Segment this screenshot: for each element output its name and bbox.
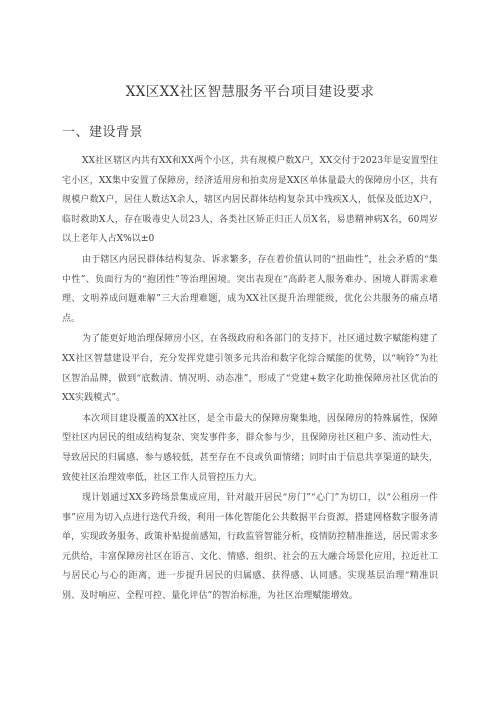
paragraph-1: XX社区辖区内共有XX和XX两个小区，共有规模户数X户，XX交付于2023年是安置型住宅小区，XX集中安置了保障房，经济适用房和拍卖房是XX区单体量最大的保障房小区，共有规模户数X户，居住人数达X余人，辖区内居民群体结构复杂其中残疾X人，低保及低边X户，临时救助X人，存在吸毒史人员23人，各类社区矫正归正人员X名，易患精神病X名，60周岁以上老年人占X%以±0 [62, 156, 438, 245]
document-body [62, 152, 438, 608]
paragraph-2: 由于辖区内居民群体结构复杂、诉求繁多，存在着价值认同的“扭曲性”，社会矛盾的“集中性”、负面行为的“抱团性”等治理困境。突出表现在“高龄老人服务难办、困境人群需求难理、文明养成问题难解”三大治理难题，成为XX社区提升治理能级，优化公共服务的痛点堵点。 [62, 254, 438, 324]
document-title: XX区XX社区智慧服务平台项目建设要求 [125, 84, 375, 100]
paragraph-5: 现计划通过XX多跨场景集成应用，针对敲开居民“房门”“心门”为切口，以“公租房一件事”应用为切入点进行迭代升级，利用一体化智能化公共数据平台资源，搭建网格数字服务清单，实现政务服务、政策补贴提前感知，行政监管智能分析，疫情防控精准推送，居民需求多元供给，丰富保障房社区在语言、文化、情感、组织、社会的五大融合场景化应用，拉近社工与居民心与心的距离，进一步提升居民的归属感、获得感、认同感。实现基层治理“精准识别、及时响应、全程可控、量化评估”的智治标准，为社区治理赋能增效。 [62, 493, 438, 602]
section-heading: 一、建设背景 [62, 125, 144, 140]
paragraph-4: 本次项目建设覆盖的XX社区，是全市最大的保障房聚集地，因保障房的特殊属性，保障型社区内居民的组成结构复杂、突发事件多，群众参与少，且保障房社区租户多、流动性大，导致居民的归属感、参与感较低，甚至存在不良或负面情绪；同时由于信息共享渠道的缺失，致使社区治理效率低，社区工作人员管控压力大。 [62, 413, 438, 483]
paragraph-3: 为了能更好地治理保障房小区，在各级政府和各部门的支持下，社区通过数字赋能构建了XX社区智慧建设平台，充分发挥党建引领多元共治和数字化综合赋能的优势，以“响铃”为社区智治品牌，做到“底数清、情况明、动态准”，形成了“党建+数字化助推保障房社区优治的XX实践模式”。 [62, 334, 438, 404]
